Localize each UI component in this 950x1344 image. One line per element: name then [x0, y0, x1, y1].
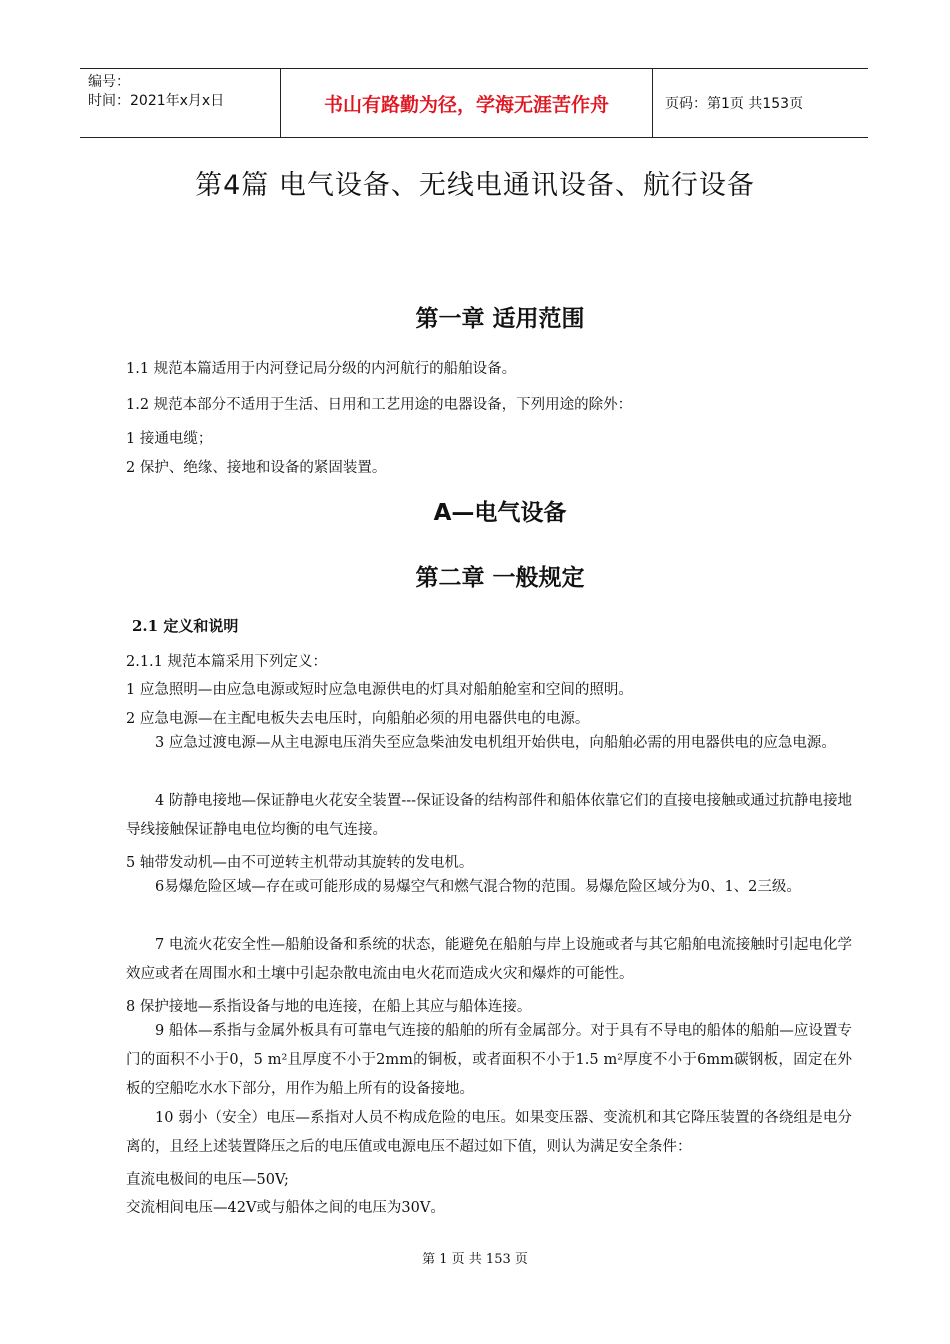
part-title: 第4篇 电气设备、无线电通讯设备、航行设备	[195, 170, 755, 201]
page-footer: 第 1 页 共 153 页	[422, 1252, 528, 1267]
definition-4: 4 防静电接地—保证静电火花安全装置---保证设备的结构部件和船体依靠它们的直接电接触或通过抗静电接地导线接触保证静电电位均衡的电气连接。	[126, 793, 852, 838]
list-item-1: 1 接通电缆；	[126, 431, 213, 447]
list-item-2: 2 保护、绝缘、接地和设备的紧固装置。	[126, 460, 387, 476]
document-date: 时间：2021年x月x日	[88, 93, 225, 109]
paragraph-2-1-1: 2.1.1 规范本篇采用下列定义：	[126, 654, 328, 670]
dc-voltage-limit: 直流电极间的电压—50V;	[126, 1172, 289, 1188]
page-header	[80, 68, 868, 138]
definition-3: 3 应急过渡电源—从主电源电压消失至应急柴油发电机组开始供电，向船舶必需的用电器供电的应急电源。	[155, 735, 836, 751]
definition-2: 2 应急电源—在主配电板失去电压时，向船舶必须的用电器供电的电源。	[126, 711, 590, 727]
definition-10: 10 弱小（安全）电压—系指对人员不构成危险的电压。如果变压器、变流机和其它降压装置的各绕组是电分离的，且经上述装置降压之后的电压值或电源电压不超过如下值，则认为满足安全条件：	[126, 1110, 852, 1155]
definition-5: 5 轴带发动机—由不可逆转主机带动其旋转的发电机。	[126, 855, 474, 871]
definition-9-text: 9 船体—系指与金属外板具有可靠电气连接的船舶的所有金属部分。对于具有不导电的船体的船舶—应设置专门的面积不小于0，5 m²且厚度不小于2mm的铜板，或者面积不小于1.5 m²厚度不小于6mm碳钢板，固定在外板的空船吃水水下部分，用作为船上所有的设备接地。	[126, 1023, 852, 1097]
definition-8: 8 保护接地—系指设备与地的电连接，在船上其应与船体连接。	[126, 999, 532, 1015]
ac-voltage-limit: 交流相间电压—42V或与船体之间的电压为30V。	[126, 1200, 445, 1216]
header-meta	[80, 69, 280, 137]
paragraph-1-2: 1.2 规范本部分不适用于生活、日用和工艺用途的电器设备，下列用途的除外：	[126, 397, 633, 413]
section-2-1-title: 2.1 定义和说明	[132, 617, 239, 635]
definition-6: 6易爆危险区域—存在或可能形成的易爆空气和燃气混合物的范围。易爆危险区域分为0、1、2三级。	[155, 879, 801, 895]
chapter-2-title: 第二章 一般规定	[415, 565, 585, 591]
paragraph-1-1: 1.1 规范本篇适用于内河登记局分级的内河航行的船舶设备。	[126, 361, 517, 377]
chapter-1-title: 第一章 适用范围	[415, 306, 585, 332]
header-page-info: 页码：第1页 共153页	[665, 96, 804, 112]
definition-9	[126, 1017, 852, 1104]
document-number-label: 编号：	[88, 74, 130, 90]
section-a-title: A—电气设备	[433, 500, 567, 526]
definition-7: 7 电流火花安全性—船舶设备和系统的状态，能避免在船舶与岸上设施或者与其它船舶电流接触时引起电化学效应或者在周围水和土壤中引起杂散电流由电火花而造成火灾和爆炸的可能性。	[126, 937, 852, 982]
definition-1: 1 应急照明—由应急电源或短时应急电源供电的灯具对船舶舱室和空间的照明。	[126, 682, 633, 698]
header-motto: 书山有路勤为径，学海无涯苦作舟	[280, 69, 653, 137]
